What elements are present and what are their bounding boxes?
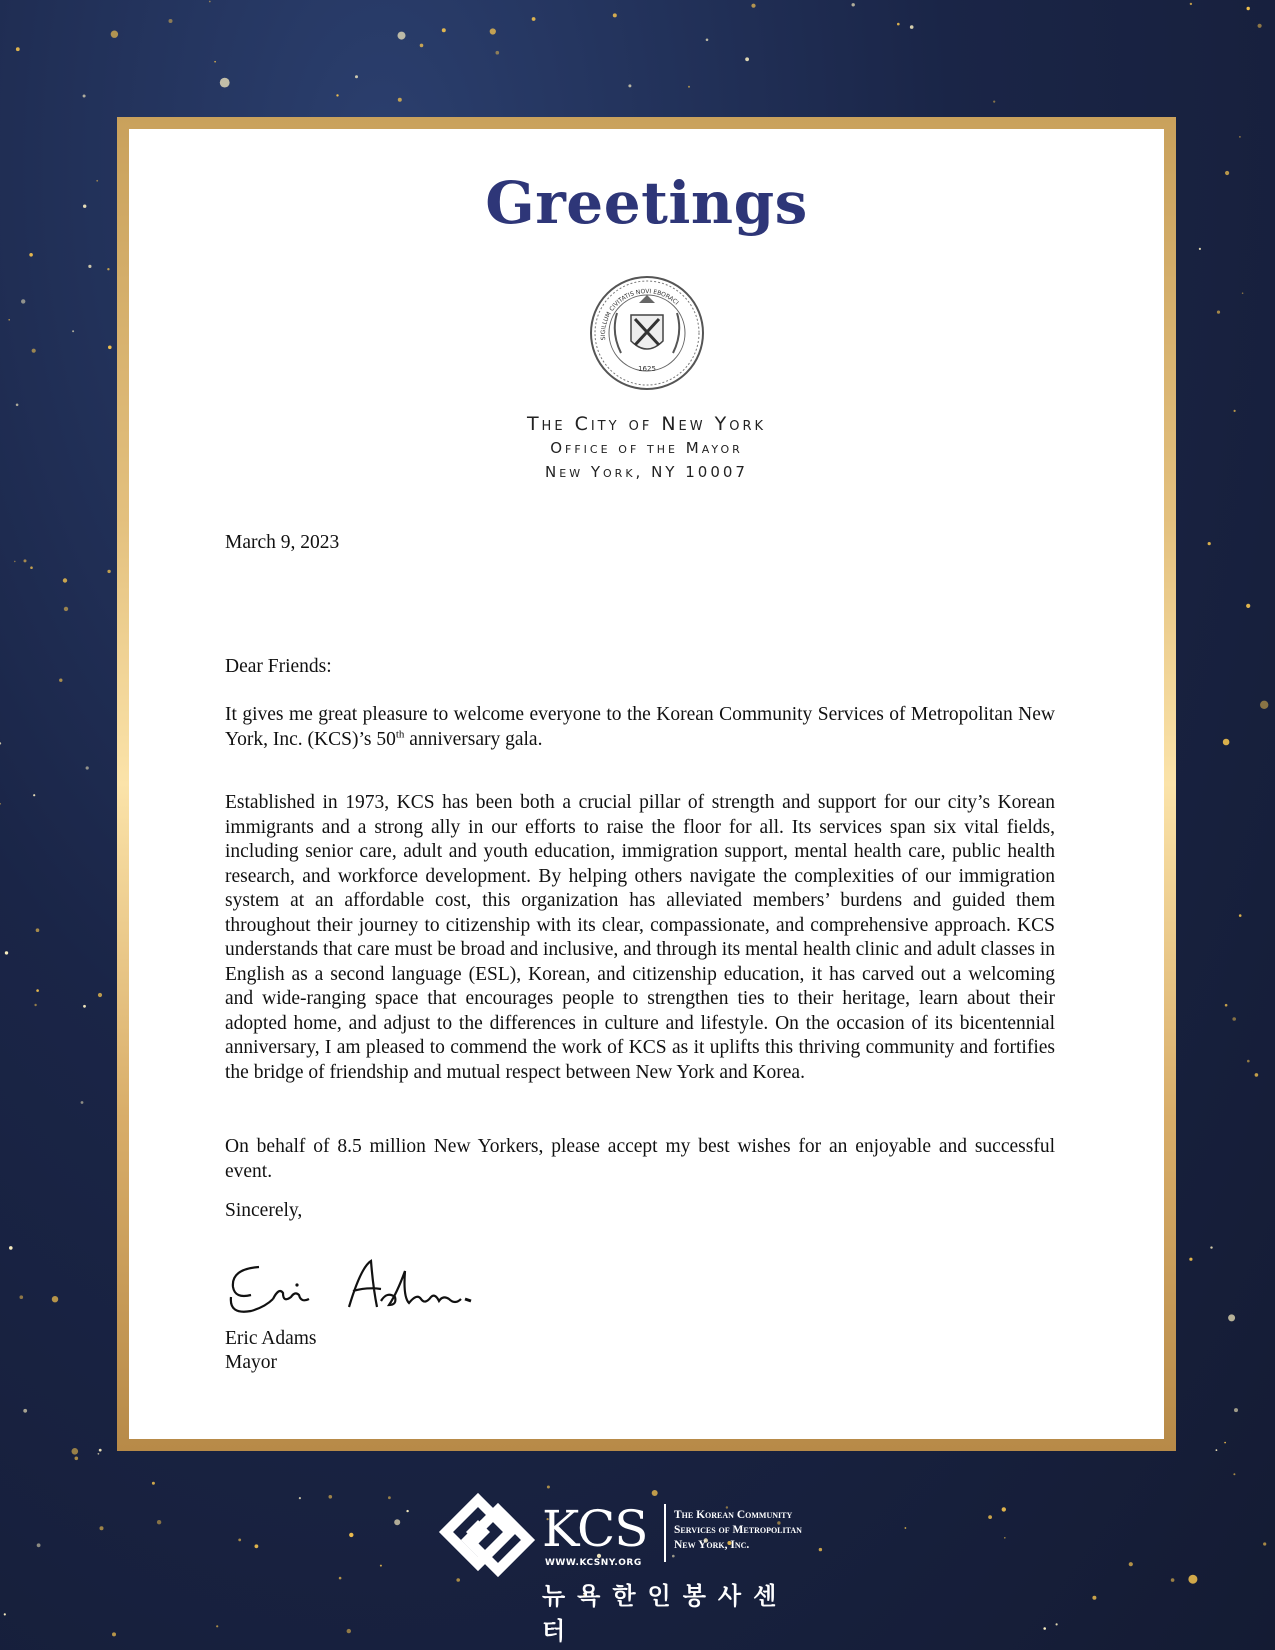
star-dot: [9, 1246, 13, 1250]
kcs-abbreviation: KCS: [542, 1500, 648, 1558]
seal-inscription: SIGILLUM CIVITATIS NOVI EBORACI: [599, 288, 680, 341]
star-dot: [1232, 1017, 1236, 1021]
star-dot: [81, 1101, 84, 1104]
star-dot: [32, 349, 36, 353]
star-dot: [83, 1005, 86, 1008]
star-dot: [36, 989, 39, 992]
seal-year: 1625: [638, 365, 656, 373]
star-dot: [394, 1519, 400, 1525]
star-dot: [1043, 1627, 1046, 1630]
star-dot: [216, 1625, 218, 1627]
star-dot: [107, 268, 109, 270]
kcs-full-name: [674, 1508, 844, 1553]
star-dot: [36, 928, 40, 932]
kcs-name-line: Services of Metropolitan: [674, 1524, 802, 1536]
p1-text-b: anniversary gala.: [404, 728, 543, 750]
star-dot: [1239, 914, 1242, 917]
star-dot: [420, 44, 424, 48]
star-dot: [107, 570, 110, 573]
star-dot: [1258, 24, 1262, 28]
star-dot: [1216, 1449, 1218, 1451]
star-dot: [83, 205, 86, 208]
star-dot: [706, 39, 709, 42]
star-dot: [336, 94, 338, 96]
star-dot: [339, 1577, 342, 1580]
star-dot: [628, 84, 631, 87]
star-dot: [496, 51, 500, 55]
star-dot: [1189, 1258, 1192, 1261]
star-dot: [16, 404, 19, 407]
kcs-url: WWW.KCSNY.ORG: [545, 1558, 642, 1568]
star-dot: [1234, 1408, 1238, 1412]
star-dot: [398, 98, 402, 102]
star-dot: [1242, 292, 1244, 294]
star-dot: [1171, 1578, 1175, 1582]
star-dot: [299, 1497, 301, 1499]
star-dot: [5, 951, 8, 954]
star-dot: [1260, 701, 1268, 709]
star-dot: [238, 1539, 241, 1542]
star-dot: [98, 993, 102, 997]
star-dot: [547, 1486, 550, 1489]
star-dot: [100, 1526, 104, 1530]
star-dot: [157, 1520, 161, 1524]
gold-frame: [117, 117, 1176, 1451]
kcs-name-line: New York, Inc.: [674, 1539, 750, 1551]
star-dot: [8, 319, 10, 321]
star-dot: [852, 3, 855, 6]
star-dot: [220, 78, 230, 88]
star-dot: [75, 1457, 79, 1461]
star-dot: [16, 47, 20, 51]
star-dot: [988, 1515, 992, 1519]
paragraph-welcome: [225, 703, 1055, 752]
star-dot: [1210, 1246, 1212, 1248]
star-dot: [21, 299, 25, 303]
star-dot: [1246, 604, 1250, 608]
star-dot: [1228, 1314, 1235, 1321]
letter-date: March 9, 2023: [225, 532, 340, 553]
star-dot: [88, 265, 91, 268]
star-dot: [745, 57, 749, 61]
star-dot: [349, 1533, 353, 1537]
star-dot: [1223, 739, 1230, 746]
star-dot: [532, 17, 536, 21]
star-dot: [4, 1613, 6, 1615]
star-dot: [83, 95, 86, 98]
star-dot: [1255, 1073, 1259, 1077]
star-dot: [63, 578, 67, 582]
star-dot: [64, 607, 68, 611]
star-dot: [108, 346, 112, 350]
kcs-logo: [438, 1492, 838, 1645]
star-dot: [214, 61, 216, 63]
star-dot: [99, 1449, 102, 1452]
star-dot: [72, 1448, 79, 1455]
logo-divider: [664, 1504, 666, 1562]
star-dot: [255, 1544, 259, 1548]
star-dot: [20, 1295, 24, 1299]
star-dot: [0, 742, 1, 744]
star-dot: [905, 1527, 907, 1529]
star-dot: [1225, 1004, 1228, 1007]
star-dot: [993, 101, 995, 103]
closing: Sincerely,: [225, 1200, 303, 1221]
star-dot: [442, 28, 446, 32]
star-dot: [1188, 1575, 1197, 1584]
kcs-korean-name: 뉴욕한인봉사센터: [542, 1582, 789, 1645]
star-dot: [1004, 1537, 1006, 1539]
star-dot: [1002, 1507, 1006, 1511]
star-dot: [1233, 1473, 1235, 1475]
star-dot: [59, 679, 62, 682]
star-dot: [98, 1453, 100, 1455]
signer-name: Eric Adams: [225, 1328, 317, 1349]
star-dot: [398, 32, 406, 40]
letterhead-address: New York, NY 10007: [545, 463, 748, 481]
star-dot: [910, 25, 914, 29]
star-dot: [897, 23, 900, 26]
kcs-name-line: The Korean Community: [674, 1509, 793, 1521]
star-dot: [1234, 410, 1236, 412]
star-dot: [1208, 542, 1211, 545]
star-dot: [0, 803, 1, 805]
greetings-title: Greetings: [485, 169, 808, 237]
star-dot: [1247, 7, 1250, 10]
star-dot: [33, 794, 35, 796]
star-dot: [1263, 1542, 1266, 1545]
star-dot: [72, 330, 74, 332]
star-dot: [14, 561, 16, 563]
nyc-seal-icon: [587, 273, 707, 393]
kcs-diamond-icon: [438, 1492, 538, 1582]
p1-text-a: It gives me great pleasure to welcome everyone to the Korean Community Services of Metropolitan New York, Inc. (KCS)’s 50: [225, 704, 1055, 750]
signer-title: Mayor: [225, 1352, 277, 1373]
star-dot: [1199, 248, 1201, 250]
star-dot: [1239, 136, 1241, 138]
star-dot: [347, 1629, 351, 1633]
star-dot: [152, 1482, 155, 1485]
star-dot: [688, 86, 690, 88]
star-dot: [86, 766, 89, 769]
star-dot: [52, 1296, 58, 1302]
letter-paper: [129, 129, 1164, 1439]
star-dot: [388, 1496, 391, 1499]
star-dot: [169, 19, 173, 23]
star-dot: [490, 28, 496, 34]
star-dot: [406, 1510, 408, 1512]
star-dot: [1129, 1562, 1133, 1566]
paragraph-wishes: On behalf of 8.5 million New Yorkers, please accept my best wishes for an enjoyable and successful event.: [225, 1136, 1055, 1182]
star-dot: [1092, 1596, 1096, 1600]
star-dot: [34, 1004, 36, 1006]
paragraph-about-kcs: Established in 1973, KCS has been both a crucial pillar of strength and support for our city’s Korean immigrants and a strong ally in our efforts to raise the floor for all. Its services span six vital fields, including senior care, adult and youth education, immigration support, mental health care, public health research, and workforce development. By helping others navigate the complexities of our immigration system at an affordable cost, this organization has alleviated members’ burdens and guided them throughout their journey to citizenship with its clear, compassionate, and comprehensive approach. KCS understands that care must be broad and inclusive, and through its mental health clinic and adult classes in English as a second language (ESL), Korean, and citizenship education, it has carved out a welcoming and wide-ranging space that encourages people to strengthen ties to their heritage, learn about their adopted home, and adjust to the differences in culture and lifestyle. On the occasion of its bicentennial anniversary, I am pleased to commend the work of KCS as it uplifts this thriving community and fortifies the bridge of friendship and mutual respect between New York and Korea.: [225, 792, 1055, 1083]
star-dot: [37, 1543, 41, 1547]
star-dot: [112, 1632, 116, 1636]
letterhead-office: Office of the Mayor: [550, 439, 743, 457]
star-dot: [1056, 1623, 1058, 1625]
star-dot: [751, 4, 755, 8]
salutation: Dear Friends:: [225, 656, 332, 677]
star-dot: [23, 1409, 27, 1413]
star-dot: [1247, 1060, 1250, 1063]
star-dot: [1217, 311, 1220, 314]
star-dot: [613, 13, 617, 17]
star-dot: [380, 1565, 382, 1567]
star-dot: [30, 566, 33, 569]
star-dot: [96, 180, 98, 182]
star-dot: [355, 75, 358, 78]
star-dot: [1224, 1442, 1226, 1444]
p1-superscript: th: [395, 728, 405, 740]
star-dot: [329, 1495, 333, 1499]
star-dot: [1225, 171, 1229, 175]
star-dot: [1190, 3, 1192, 5]
star-dot: [24, 559, 27, 562]
star-dot: [111, 31, 118, 38]
star-dot: [29, 253, 33, 257]
signature: [221, 1247, 501, 1337]
star-dot: [209, 1, 211, 3]
letterhead-city: The City of New York: [526, 413, 767, 435]
